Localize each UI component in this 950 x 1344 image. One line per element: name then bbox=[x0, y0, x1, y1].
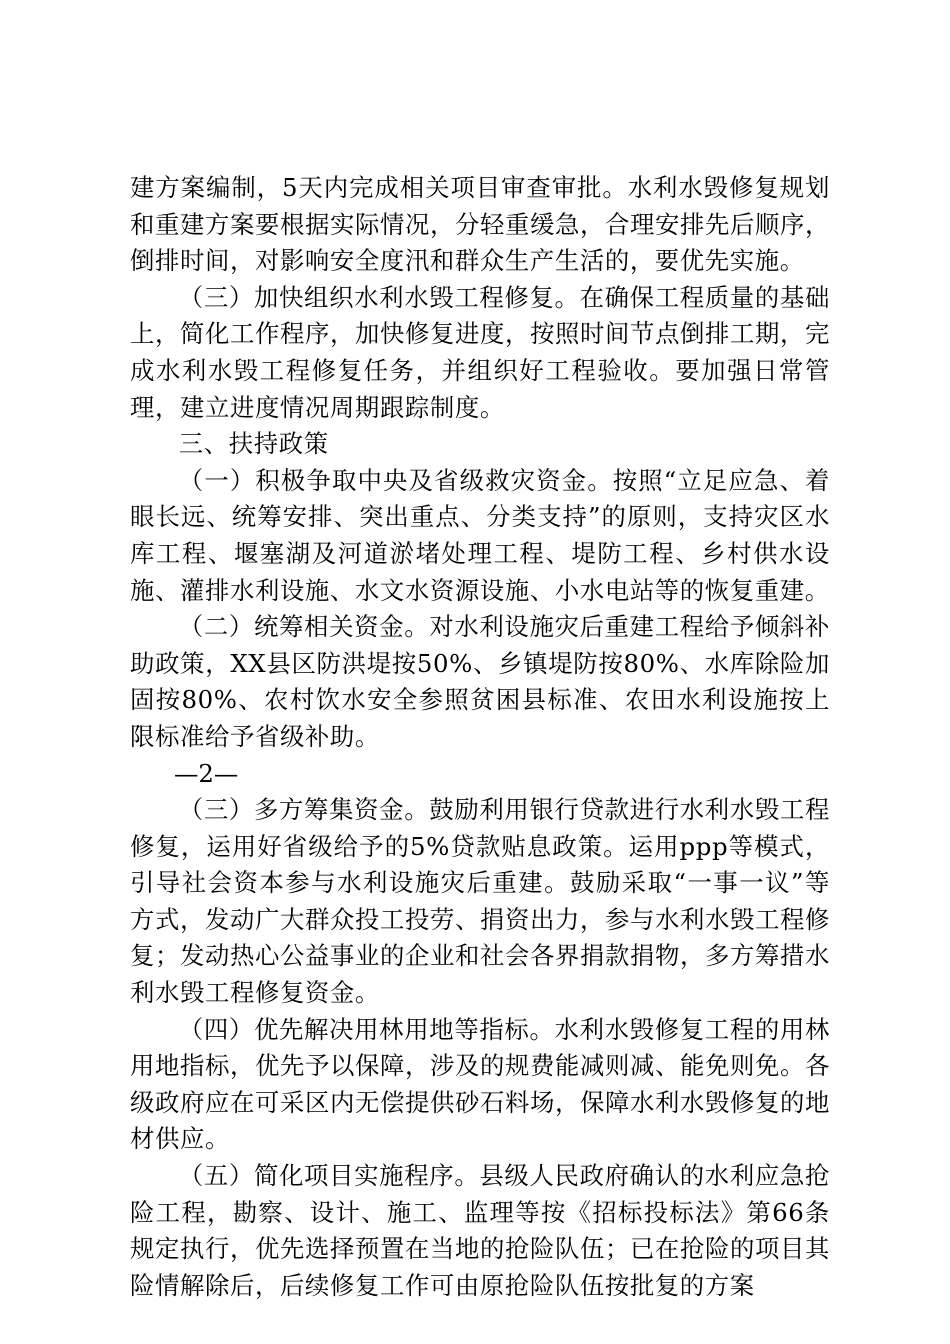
paragraph-land-use: （四）优先解决用林用地等指标。水利水毁修复工程的用林用地指标，优先予以保障，涉及的规费能减则减、能免则免。各级政府应在可采区内无偿提供砂石料场，保障水利水毁修复的地材供应。 bbox=[130, 1014, 830, 1154]
paragraph-relief-funds: （一）积极争取中央及省级救灾资金。按照“立足应急、着眼长远、统筹安排、突出重点、分类支持”的原则，支持灾区水库工程、堰塞湖及河道淤堵处理工程、堤防工程、乡村供水设施、灌排水利设施、水文水资源设施、小水电站等的恢复重建。 bbox=[130, 465, 830, 605]
document-body bbox=[130, 170, 830, 1304]
page-number: —2— bbox=[174, 758, 239, 788]
paragraph-accelerate-repair: （三）加快组织水利水毁工程修复。在确保工程质量的基础上，简化工作程序，加快修复进度，按照时间节点倒排工期，完成水利水毁工程修复任务，并组织好工程验收。要加强日常管理，建立进度情况周期跟踪制度。 bbox=[130, 282, 830, 422]
section-heading-support-policy: 三、扶持政策 bbox=[178, 429, 329, 459]
paragraph-simplify-procedure: （五）简化项目实施程序。县级人民政府确认的水利应急抢险工程，勘察、设计、施工、监理等按《招标投标法》第66条规定执行，优先选择预置在当地的抢险队伍；已在抢险的项目其险情解除后，后续修复工作可由原抢险队伍按批复的方案 bbox=[130, 1161, 830, 1300]
paragraph-raise-funds: （三）多方筹集资金。鼓励利用银行贷款进行水利水毁工程修复，运用好省级给予的5%贷款贴息政策。运用ppp等模式，引导社会资本参与水利设施灾后重建。鼓励采取“一事一议”等方式，发动广大群众投工投劳、捐资出力，参与水利水毁工程修复；发动热心公益事业的企业和社会各界捐款捐物，多方筹措水利水毁工程修复资金。 bbox=[130, 795, 830, 1008]
paragraph-continuation: 建方案编制，5天内完成相关项目审查审批。水利水毁修复规划和重建方案要根据实际情况，分轻重缓急，合理安排先后顺序，倒排时间，对影响安全度汛和群众生产生活的，要优先实施。 bbox=[130, 173, 830, 276]
paragraph-coordinate-funds: （二）统筹相关资金。对水利设施灾后重建工程给予倾斜补助政策，XX县区防洪堤按50%、乡镇堤防按80%、水库除险加固按80%、农村饮水安全参照贫困县标准、农田水利设施按上限标准给予省级补助。 bbox=[130, 612, 830, 751]
